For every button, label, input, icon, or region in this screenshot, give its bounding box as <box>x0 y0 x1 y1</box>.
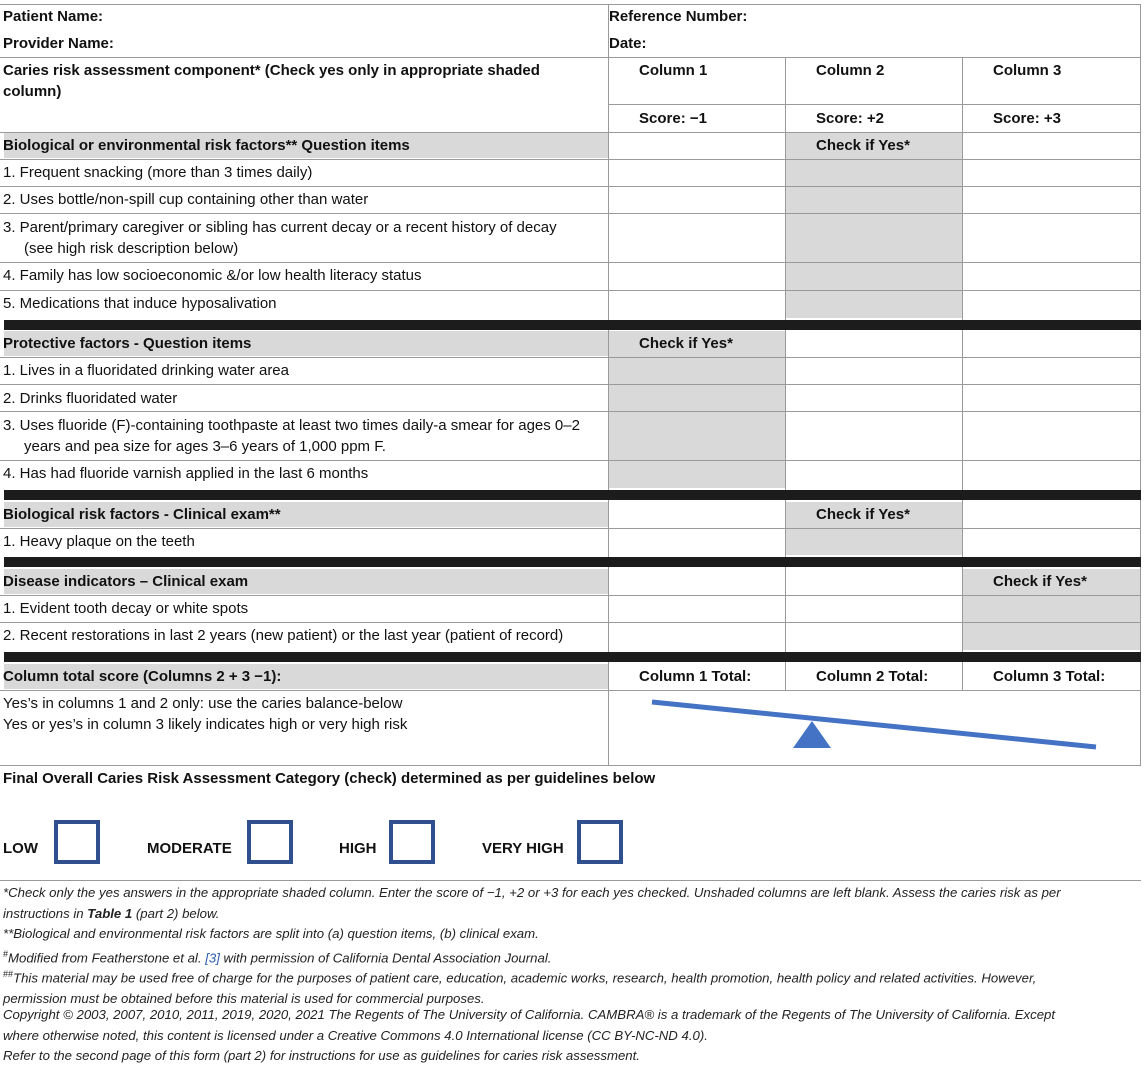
footnote-text: instructions in <box>3 905 88 921</box>
score-column-1: Score: −1 <box>639 110 707 127</box>
table-1-reference: Table 1 <box>87 905 133 921</box>
high-label: HIGH <box>339 840 377 857</box>
grid-line <box>0 4 1141 5</box>
footnote-line: Copyright © 2003, 2007, 2010, 2011, 2019, 2020, 2021 The Regents of The University of California. CAMBRA® is a trademark of the Regents of The University of California. Except <box>3 1007 1056 1022</box>
balance-note: Yes or yes’s in column 3 likely indicates high or very high risk <box>3 716 408 733</box>
check-if-yes-label: Check if Yes* <box>816 137 910 154</box>
section-divider <box>4 490 1141 500</box>
high-checkbox[interactable] <box>389 820 435 864</box>
grid-line <box>785 330 786 490</box>
section-title-disease: Disease indicators – Clinical exam <box>3 573 249 590</box>
reference-number-label: Reference Number: <box>609 8 748 25</box>
column-total-label: Column total score (Columns 2 + 3 −1): <box>3 668 282 685</box>
footnote-copyright <box>3 1005 1055 1046</box>
grid-line <box>1140 4 1141 320</box>
question-item: 1. Frequent snacking (more than 3 times daily) <box>3 164 313 181</box>
grid-line <box>0 357 1141 358</box>
moderate-label: MODERATE <box>147 840 232 857</box>
grid-line <box>0 262 1141 263</box>
grid-line <box>0 159 1141 160</box>
grid-line <box>0 213 1141 214</box>
question-item: 1. Lives in a fluoridated drinking water area <box>3 362 289 379</box>
footnote-check-only <box>3 883 1061 924</box>
date-label: Date: <box>609 35 647 52</box>
question-item: 1. Evident tooth decay or white spots <box>3 600 249 617</box>
grid-line <box>962 500 963 557</box>
grid-line <box>785 57 786 320</box>
column-1-total: Column 1 Total: <box>639 668 752 685</box>
grid-line <box>0 460 1141 461</box>
low-label: LOW <box>3 840 38 857</box>
low-checkbox[interactable] <box>54 820 100 864</box>
footnote-line: where otherwise noted, this content is licensed under a Creative Commons 4.0 International license (CC BY-NC-ND 4.0). <box>3 1027 708 1043</box>
footnote-line: *Check only the yes answers in the appropriate shaded column. Enter the score of −1, +2 or +3 for each yes checked. Unshaded columns are left blank. Assess the caries risk as per <box>3 885 1061 900</box>
footnote-mark: ## <box>3 969 14 979</box>
grid-line <box>1140 500 1141 557</box>
grid-line <box>608 662 609 765</box>
footnote-free-use <box>3 964 1036 1009</box>
check-if-yes-label: Check if Yes* <box>993 573 1087 590</box>
grid-line <box>0 57 1141 58</box>
patient-name-label: Patient Name: <box>3 8 104 25</box>
grid-line <box>1140 330 1141 490</box>
very-high-label: VERY HIGH <box>482 840 564 857</box>
balance-fulcrum <box>793 721 831 748</box>
check-if-yes-label: Check if Yes* <box>639 335 733 352</box>
grid-line <box>785 500 786 557</box>
column-2-heading: Column 2 <box>816 62 885 79</box>
grid-line <box>0 411 1141 412</box>
grid-line <box>1140 567 1141 652</box>
question-item: 4. Family has low socioeconomic &/or low health literacy status <box>3 267 422 284</box>
grid-line <box>0 595 1141 596</box>
footnote-risk-factors: **Biological and environmental risk factors are split into (a) question items, (b) clinical exam. <box>3 926 539 941</box>
provider-name-label: Provider Name: <box>3 35 114 52</box>
footnote-line: This material may be used free of charge for the purposes of patient care, education, academic works, research, health promotion, health policy and related activities. However, <box>13 970 1037 986</box>
grid-line <box>0 690 1141 691</box>
grid-line <box>0 186 1141 187</box>
column-3-heading: Column 3 <box>993 62 1062 79</box>
caries-balance-illustration <box>640 695 1110 755</box>
grid-line <box>785 662 786 690</box>
grid-line <box>962 662 963 690</box>
grid-line <box>0 880 1141 881</box>
section-divider <box>4 320 1141 330</box>
column-2-total: Column 2 Total: <box>816 668 929 685</box>
footnote-line: permission must be obtained before this material is used for commercial purposes. <box>3 990 485 1006</box>
component-label: Caries risk assessment component* (Check yes only in appropriate shaded column) <box>3 62 540 100</box>
question-item: 5. Medications that induce hyposalivation <box>3 295 277 312</box>
footnote-refer-part-2: Refer to the second page of this form (part 2) for instructions for use as guidelines for caries risk assessment. <box>3 1048 640 1063</box>
balance-note: Yes’s in columns 1 and 2 only: use the caries balance-below <box>3 695 403 712</box>
score-column-3: Score: +3 <box>993 110 1061 127</box>
grid-line <box>1140 662 1141 765</box>
check-if-yes-label: Check if Yes* <box>816 506 910 523</box>
footnote-text: Modified from Featherstone et al. <box>8 950 206 966</box>
final-category-title: Final Overall Caries Risk Assessment Category (check) determined as per guidelines below <box>3 770 656 787</box>
footnote-text: with permission of California Dental Association Journal. <box>219 950 552 966</box>
grid-line <box>0 290 1141 291</box>
grid-line <box>962 330 963 490</box>
moderate-checkbox[interactable] <box>247 820 293 864</box>
grid-line <box>962 567 963 652</box>
very-high-checkbox[interactable] <box>577 820 623 864</box>
grid-line <box>0 528 1141 529</box>
question-item: 2. Uses bottle/non-spill cup containing other than water <box>3 191 369 208</box>
footnote-text: (part 2) below. <box>132 905 220 921</box>
grid-line <box>0 765 1141 766</box>
section-divider <box>4 557 1141 567</box>
question-item: 1. Heavy plaque on the teeth <box>3 533 195 550</box>
column-3-total: Column 3 Total: <box>993 668 1106 685</box>
grid-line <box>608 500 609 557</box>
score-column-2: Score: +2 <box>816 110 884 127</box>
grid-line <box>608 104 1141 105</box>
section-title-bio-clinical: Biological risk factors - Clinical exam** <box>3 506 281 523</box>
grid-line <box>0 384 1141 385</box>
shade-protective-col1 <box>609 331 785 488</box>
question-item: 2. Recent restorations in last 2 years (new patient) or the last year (patient of record) <box>3 627 564 644</box>
question-item: 4. Has had fluoride varnish applied in the last 6 months <box>3 465 369 482</box>
balance-beam <box>652 702 1096 747</box>
grid-line <box>962 57 963 320</box>
question-item: 2. Drinks fluoridated water <box>3 390 178 407</box>
grid-line <box>0 622 1141 623</box>
grid-line <box>785 567 786 652</box>
column-1-heading: Column 1 <box>639 62 708 79</box>
footnote-mark: # <box>3 949 9 959</box>
grid-line <box>0 132 1141 133</box>
section-divider <box>4 652 1141 662</box>
grid-line <box>608 330 609 490</box>
reference-link[interactable]: [3] <box>205 950 220 966</box>
question-item: 3. Parent/primary caregiver or sibling has current decay or a recent history of decay (see high risk description below) <box>3 219 557 257</box>
section-title-bio-env: Biological or environmental risk factors** Question items <box>3 137 410 154</box>
section-title-protective: Protective factors - Question items <box>3 335 252 352</box>
grid-line <box>608 567 609 652</box>
question-item: 3. Uses fluoride (F)-containing toothpaste at least two times daily-a smear for ages 0–2 years and pea size for ages 3–6 years of 1,000 ppm F. <box>3 417 580 455</box>
